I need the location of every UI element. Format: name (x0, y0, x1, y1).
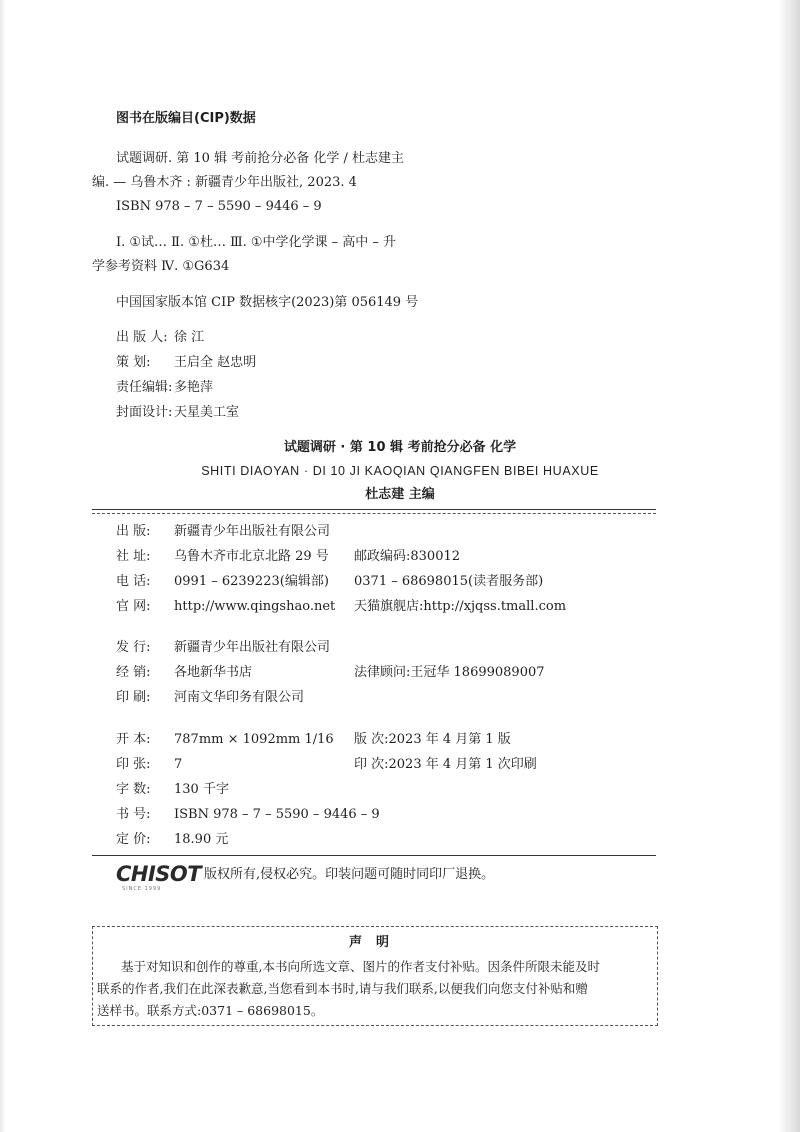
info-row-edition (354, 732, 511, 748)
info-row-sheets (116, 757, 182, 773)
book-editor: 杜志建 主编 (365, 487, 435, 502)
staff-label: 封面设计: (116, 405, 173, 420)
cip-line: 试题调研. 第 10 辑 考前抢分必备 化学 / 杜志建主 (116, 151, 404, 166)
info-value: 18.90 元 (174, 832, 229, 847)
publisher-logo: CHISOT (116, 862, 202, 886)
declaration-text: 送样书。联系方式:0371 – 68698015。 (97, 1003, 324, 1018)
info-label: 电 话: (116, 574, 151, 589)
info-label: 法律顾问: (354, 665, 411, 680)
info-value: 0371 – 68698015(读者服务部) (354, 574, 544, 589)
info-value: 乌鲁木齐市北京北路 29 号 (174, 549, 329, 564)
declaration-title: 声明 (348, 935, 403, 950)
page-edge-right (778, 0, 800, 1132)
info-value: 新疆青少年出版社有限公司 (174, 524, 331, 539)
staff-row (116, 355, 256, 371)
info-row-format (116, 732, 334, 748)
info-label: 邮政编码: (354, 549, 411, 564)
info-label: 天猫旗舰店: (354, 599, 424, 614)
book-pinyin-title: SHITI DIAOYAN · DI 10 JI KAOQIAN QIANGFEN BIBEI HUAXUE (201, 464, 599, 478)
info-row-legal (354, 665, 545, 681)
website-link[interactable]: http://www.qingshao.net (174, 599, 336, 614)
info-label: 出 版: (116, 524, 151, 539)
info-value: ISBN 978 – 7 – 5590 – 9446 – 9 (174, 807, 380, 822)
info-label: 开 本: (116, 732, 151, 747)
declaration-text: 联系的作者,我们在此深表歉意,当您看到本书时,请与我们联系,以便我们向您支付补贴和赠 (97, 981, 588, 996)
info-label: 官 网: (116, 599, 151, 614)
staff-label: 出 版 人: (116, 330, 168, 345)
page-edge-left (0, 0, 6, 1132)
info-label: 经 销: (116, 665, 151, 680)
info-row-seller (116, 665, 252, 681)
info-label: 社 址: (116, 549, 151, 564)
staff-row (116, 380, 213, 396)
divider (92, 855, 656, 856)
cip-heading: 图书在版编目(CIP)数据 (116, 111, 256, 126)
info-row-isbn (116, 807, 380, 823)
info-value: 王冠华 18699089007 (410, 665, 545, 680)
info-label: 版 次: (354, 732, 389, 747)
staff-label: 策 划: (116, 355, 151, 370)
info-value: 2023 年 4 月第 1 次印刷 (388, 757, 537, 772)
info-value: 130 千字 (174, 782, 229, 797)
cip-isbn: ISBN 978 – 7 – 5590 – 9446 – 9 (116, 199, 322, 214)
staff-value: 多艳萍 (174, 380, 214, 395)
info-value: 830012 (410, 549, 461, 564)
info-row-address (116, 549, 329, 565)
staff-value: 徐 江 (174, 330, 205, 345)
staff-row (116, 330, 204, 346)
info-row-postcode (354, 549, 460, 565)
info-row-distributor (116, 640, 330, 656)
declaration-text: 基于对知识和创作的尊重,本书向所选文章、图片的作者支付补贴。因条件所限未能及时 (121, 959, 600, 974)
copyright-notice: 版权所有,侵权必究。印装问题可随时同印厂退换。 (204, 867, 495, 882)
info-value: 各地新华书店 (174, 665, 253, 680)
tmall-link[interactable]: http://xjqss.tmall.com (423, 599, 567, 614)
cip-line: Ⅰ. ①试… Ⅱ. ①杜… Ⅲ. ①中学化学课 – 高中 – 升 (116, 235, 397, 250)
info-label: 发 行: (116, 640, 151, 655)
info-row-words (116, 782, 229, 798)
info-row-price (116, 832, 228, 848)
info-value: 787mm × 1092mm 1/16 (174, 732, 334, 747)
info-value: 新疆青少年出版社有限公司 (174, 640, 331, 655)
info-value: 2023 年 4 月第 1 版 (388, 732, 511, 747)
info-value: 0991 – 6239223(编辑部) (174, 574, 329, 589)
cip-line: 编. — 乌鲁木齐 : 新疆青少年出版社, 2023. 4 (92, 175, 357, 190)
info-label: 印 张: (116, 757, 151, 772)
info-value: 河南文华印务有限公司 (174, 690, 305, 705)
staff-value: 天星美工室 (174, 405, 240, 420)
info-row-printing (354, 757, 537, 773)
staff-label: 责任编辑: (116, 380, 173, 395)
info-row-phone (116, 574, 329, 590)
publisher-logo-subtitle: SINCE 1999 (122, 886, 162, 892)
info-row-phone-reader (354, 574, 543, 590)
declaration-box (92, 926, 658, 1026)
cip-line: 学参考资料 Ⅳ. ①G634 (92, 259, 230, 274)
book-title: 试题调研 · 第 10 辑 考前抢分必备 化学 (283, 440, 517, 455)
info-label: 定 价: (116, 832, 151, 847)
info-label: 书 号: (116, 807, 151, 822)
info-row-publisher (116, 524, 330, 540)
info-row-website (116, 599, 335, 615)
divider (92, 509, 656, 510)
info-value: 7 (174, 757, 183, 772)
info-row-tmall (354, 599, 566, 615)
info-label: 印 刷: (116, 690, 151, 705)
divider (92, 513, 656, 514)
info-label: 字 数: (116, 782, 151, 797)
info-row-printer (116, 690, 304, 706)
cip-record-number: 中国国家版本馆 CIP 数据核字(2023)第 056149 号 (116, 295, 419, 310)
staff-row (116, 405, 239, 421)
staff-value: 王启全 赵忠明 (174, 355, 257, 370)
info-label: 印 次: (354, 757, 389, 772)
